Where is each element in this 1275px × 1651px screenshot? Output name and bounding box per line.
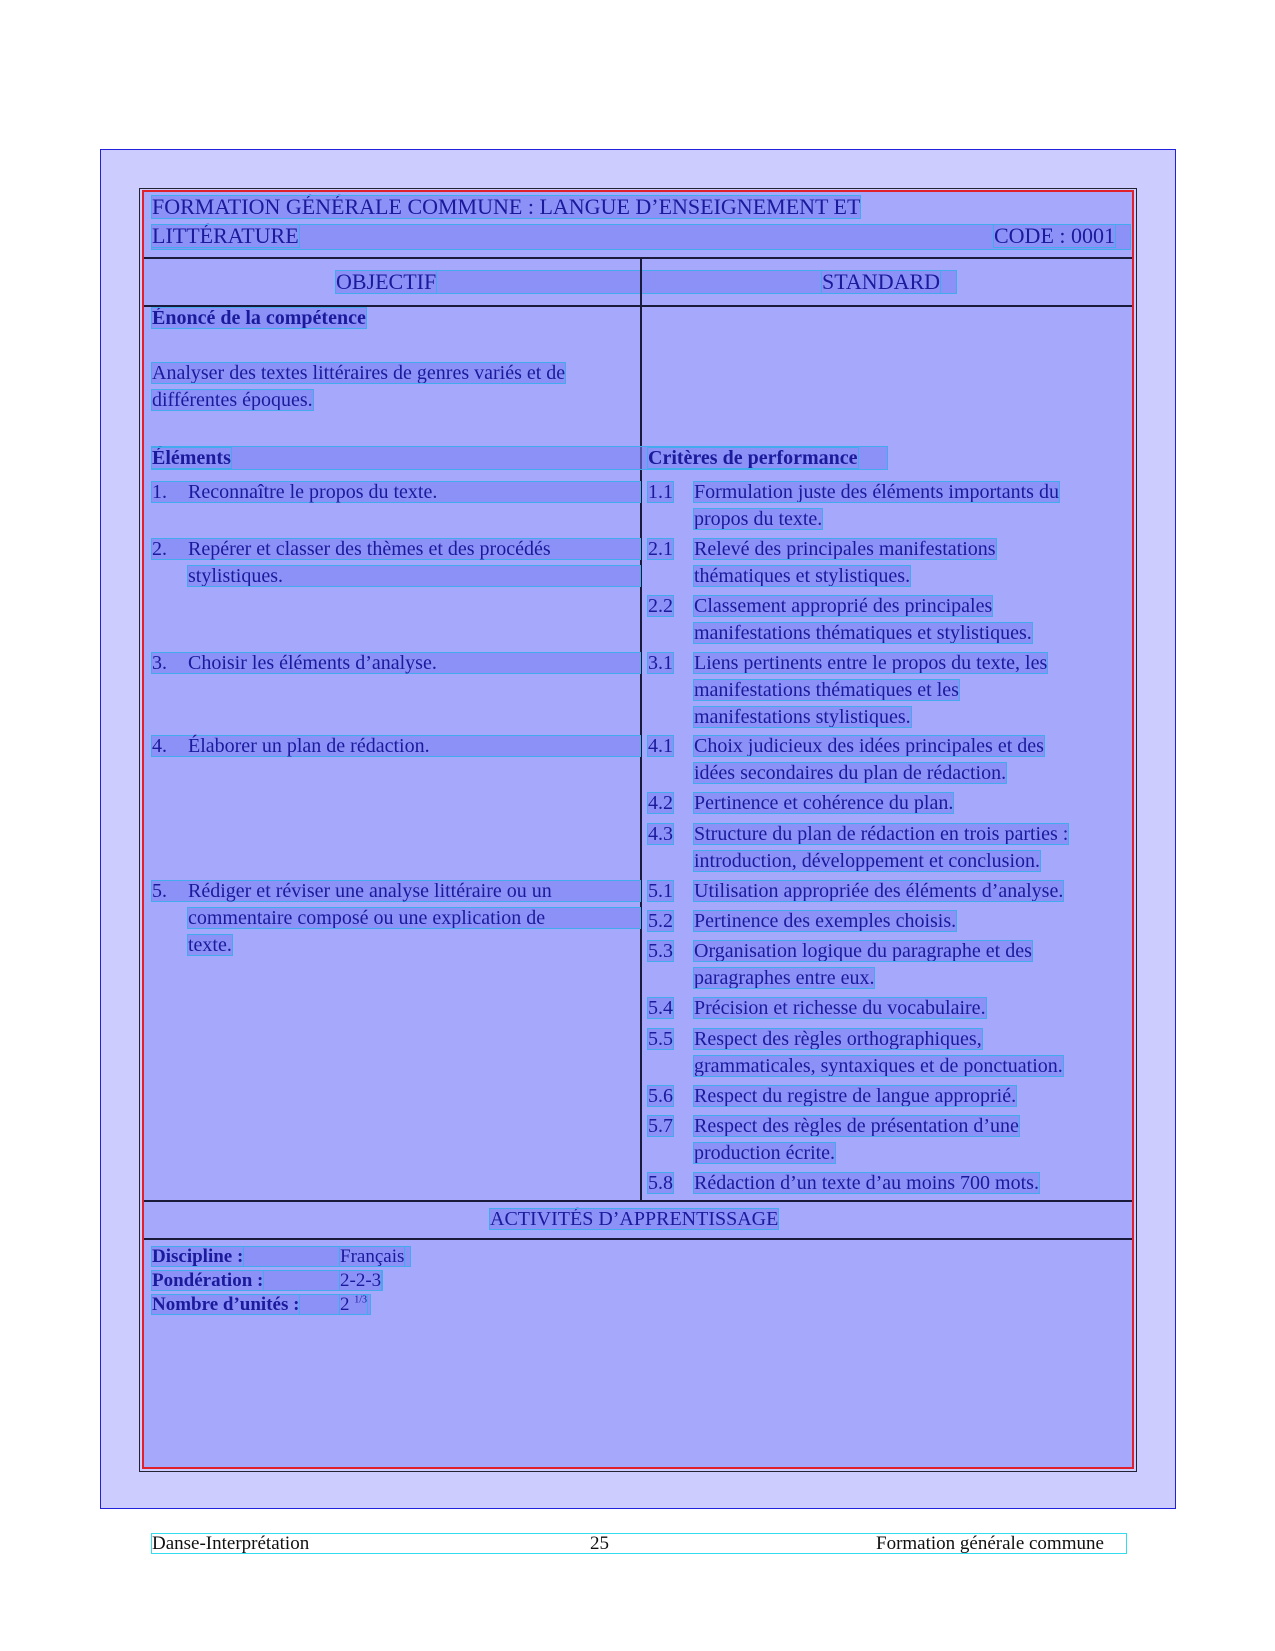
title-band	[152, 225, 1130, 249]
criterion-5-3-num: 5.3	[648, 940, 673, 962]
criterion-5-6-line-1: Respect du registre de langue approprié.	[694, 1085, 1017, 1107]
criterion-3-1-line-2: manifestations thématiques et les	[694, 679, 959, 701]
criterion-4-1-line-2: idées secondaires du plan de rédaction.	[694, 762, 1007, 784]
competence-text-line-2: différentes époques.	[152, 389, 313, 411]
criterion-4-1-num: 4.1	[648, 735, 673, 757]
elements-heading: Éléments	[152, 447, 231, 469]
element-1-text: Reconnaître le propos du texte.	[188, 481, 438, 503]
element-3-row: 3.	[152, 653, 640, 673]
divider	[144, 1238, 1132, 1240]
column-standard: STANDARD	[822, 269, 941, 294]
divider	[144, 1200, 1132, 1202]
discipline-value: Français	[340, 1246, 405, 1267]
competence-text-line-1: Analyser des textes littéraires de genres variés et de	[152, 362, 566, 384]
discipline-label: Discipline :	[152, 1246, 244, 1267]
footer-left: Danse-Interprétation	[152, 1533, 310, 1554]
criterion-4-2-num: 4.2	[648, 792, 673, 814]
criterion-5-4-line-1: Précision et richesse du vocabulaire.	[694, 997, 986, 1019]
title-line-1: FORMATION GÉNÉRALE COMMUNE : LANGUE D’ENSEIGNEMENT ET	[152, 194, 861, 219]
code-label: CODE : 0001	[994, 223, 1115, 248]
criterion-4-2-line-1: Pertinence et cohérence du plan.	[694, 792, 954, 814]
element-1-row: 1.	[152, 482, 640, 502]
criterion-5-1-num: 5.1	[648, 880, 673, 902]
criterion-3-1-num: 3.1	[648, 652, 673, 674]
criterion-5-7-line-2: production écrite.	[694, 1142, 836, 1164]
criterion-3-1-line-3: manifestations stylistiques.	[694, 706, 911, 728]
criterion-4-3-line-1: Structure du plan de rédaction en trois parties :	[694, 823, 1069, 845]
column-divider	[640, 257, 642, 1201]
element-5-text-line-3: texte.	[188, 934, 232, 956]
activities-heading: ACTIVITÉS D’APPRENTISSAGE	[490, 1208, 779, 1230]
criterion-2-2-line-1: Classement approprié des principales	[694, 595, 993, 617]
footer-right: Formation générale commune	[876, 1533, 1104, 1554]
criterion-2-2-line-2: manifestations thématiques et stylistiques.	[694, 622, 1032, 644]
units-value: 2 $^{1/3}$	[340, 1294, 368, 1315]
title-line-2: LITTÉRATURE	[152, 223, 299, 248]
criterion-5-8-num: 5.8	[648, 1172, 673, 1194]
criterion-2-1-num: 2.1	[648, 538, 673, 560]
column-objectif: OBJECTIF	[336, 269, 437, 294]
criterion-3-1-line-1: Liens pertinents entre le propos du texte, les	[694, 652, 1048, 674]
element-2-text-line-2: stylistiques.	[188, 566, 640, 586]
criterion-4-3-line-2: introduction, développement et conclusion.	[694, 850, 1041, 872]
criterion-4-3-num: 4.3	[648, 823, 673, 845]
criterion-5-2-num: 5.2	[648, 910, 673, 932]
criterion-1-1-num: 1.1	[648, 481, 673, 503]
competence-heading: Énoncé de la compétence	[152, 307, 366, 329]
criterion-5-2-line-1: Pertinence des exemples choisis.	[694, 910, 957, 932]
criterion-2-1-line-2: thématiques et stylistiques.	[694, 565, 911, 587]
element-2-row: 2.	[152, 539, 640, 559]
criterion-5-3-line-1: Organisation logique du paragraphe et des	[694, 940, 1032, 962]
criterion-1-1-line-2: propos du texte.	[694, 508, 823, 530]
element-5-row: 5.	[152, 881, 640, 901]
element-5-text-line-2: commentaire composé ou une explication de	[188, 908, 640, 928]
element-4-text: Élaborer un plan de rédaction.	[188, 735, 430, 757]
criterion-5-7-num: 5.7	[648, 1115, 673, 1137]
criterion-5-1-line-1: Utilisation appropriée des éléments d’analyse.	[694, 880, 1064, 902]
element-2-text-line-1: Repérer et classer des thèmes et des procédés	[188, 538, 551, 560]
criterion-2-1-line-1: Relevé des principales manifestations	[694, 538, 996, 560]
criterion-1-1-line-1: Formulation juste des éléments importants du	[694, 481, 1059, 503]
criterion-5-5-line-1: Respect des règles orthographiques,	[694, 1028, 982, 1050]
criterion-5-7-line-1: Respect des règles de présentation d’une	[694, 1115, 1019, 1137]
units-fraction: 1/3	[354, 1294, 368, 1306]
element-4-row: 4.	[152, 736, 640, 756]
criterion-5-5-num: 5.5	[648, 1028, 673, 1050]
criteria-heading: Critères de performance	[648, 447, 858, 469]
criterion-5-3-line-2: paragraphes entre eux.	[694, 967, 875, 989]
criterion-5-8-line-1: Rédaction d’un texte d’au moins 700 mots.	[694, 1172, 1039, 1194]
criterion-5-4-num: 5.4	[648, 997, 673, 1019]
element-5-text-line-1: Rédiger et réviser une analyse littéraire ou un	[188, 880, 552, 902]
ponderation-value: 2-2-3	[340, 1270, 382, 1291]
criterion-4-1-line-1: Choix judicieux des idées principales et des	[694, 735, 1044, 757]
criterion-2-2-num: 2.2	[648, 595, 673, 617]
ponderation-label: Pondération :	[152, 1270, 264, 1291]
footer-page-number: 25	[590, 1533, 609, 1554]
element-3-text: Choisir les éléments d’analyse.	[188, 652, 437, 674]
criterion-5-6-num: 5.6	[648, 1085, 673, 1107]
divider	[144, 257, 1132, 259]
units-label: Nombre d’unités :	[152, 1294, 300, 1315]
criterion-5-5-line-2: grammaticales, syntaxiques et de ponctuation.	[694, 1055, 1063, 1077]
